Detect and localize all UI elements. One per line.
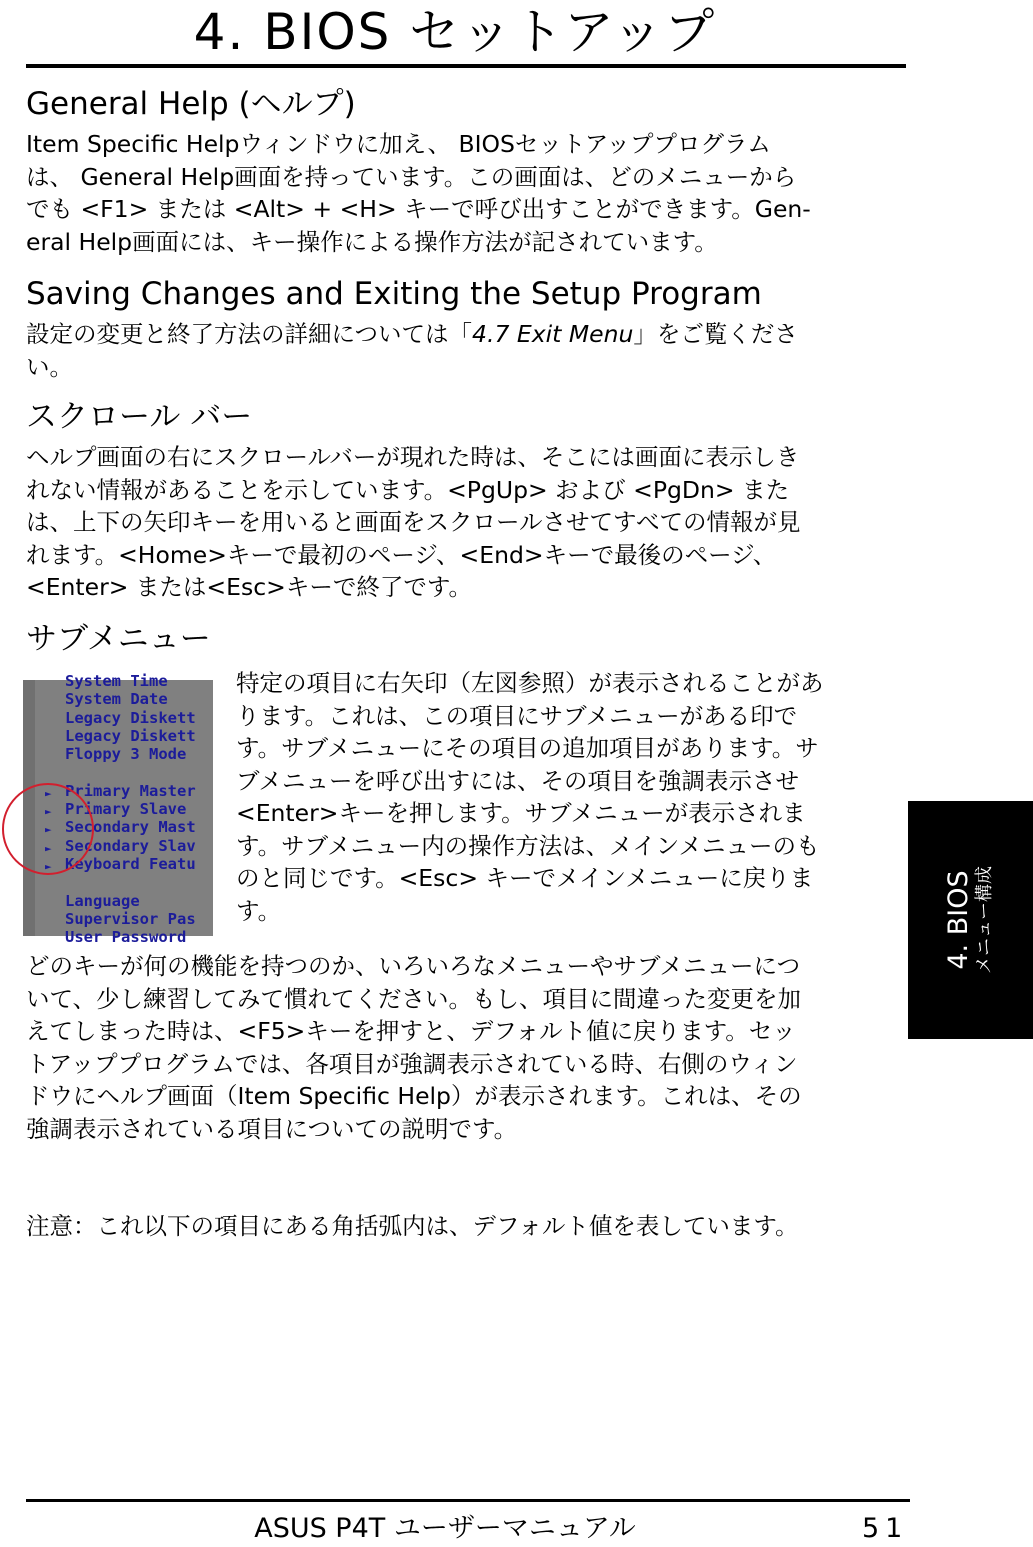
text-line: す。サブメニューにその項目の追加項目があります。サ — [236, 734, 819, 762]
bios-menu-item: Primary Slave — [65, 800, 187, 819]
text-line: のと同じです。<Esc> キーでメインメニューに戻りま — [236, 864, 814, 892]
side-tab-label — [944, 866, 996, 974]
text-line: いて、少し練習してみて慣れてください。もし、項目に間違った変更を加 — [26, 984, 802, 1013]
text-line: す。 — [236, 896, 282, 925]
text-line: eral Help画面には、キー操作による操作方法が記されています。 — [26, 227, 718, 256]
bios-menu-item: Secondary Mast — [65, 818, 196, 837]
text-fragment: 設定の変更と終了方法の詳細については「 — [26, 320, 473, 348]
text-line: い。 — [26, 352, 73, 381]
text-line: えてしまった時は、<F5>キーを押すと、デフォルト値に戻ります。セッ — [26, 1017, 796, 1045]
bios-menu-item: Legacy Diskett — [65, 708, 196, 727]
text-line: <Enter> または<Esc>キーで終了です。 — [26, 573, 472, 601]
footer-rule — [26, 1499, 910, 1502]
exit-menu-reference: 4.7 Exit Menu — [472, 320, 634, 348]
text-line: 特定の項目に右矢印（左図参照）が表示されることがあ — [236, 669, 824, 697]
text-line: れない情報があることを示しています。<PgUp> および <PgDn> また — [26, 475, 790, 504]
note-text: 注意：これ以下の項目にある角括弧内は、デフォルト値を表しています。 — [26, 1212, 799, 1240]
submenu-side-paragraph — [236, 667, 866, 927]
page-number: 51 — [862, 1513, 909, 1544]
submenu-arrow-icon: ► — [45, 805, 52, 819]
heading-general-help: General Help (ヘルプ) — [26, 86, 356, 122]
chapter-side-tab — [908, 801, 1033, 1039]
heading-saving-changes: Saving Changes and Exiting the Setup Program — [26, 276, 762, 312]
saving-paragraph — [26, 318, 862, 383]
bios-menu-item: Language — [65, 891, 140, 910]
text-line: でも <F1> または <Alt> + <H> キーで呼び出すことができます。Gen- — [26, 195, 811, 223]
bios-menu-item: Floppy 3 Mode — [65, 745, 187, 764]
heading-scroll-bar: スクロール バー — [26, 399, 253, 435]
text-line: は、 General Help画面を持っています。この画面は、どのメニューから — [26, 162, 797, 191]
text-line: <Enter>キーを押します。サブメニューが表示されま — [236, 799, 806, 827]
submenu-paragraph — [26, 950, 862, 1145]
bios-menu-item: System Time — [65, 672, 168, 690]
page-title: 4. BIOS セットアップ — [193, 3, 717, 61]
bios-menu-item: Secondary Slav — [65, 836, 196, 855]
side-tab-line2: メニュー構成 — [974, 866, 995, 974]
text-fragment: 」をご覧くださ — [633, 320, 798, 348]
bios-menu-item: Keyboard Featu — [65, 855, 196, 873]
bios-menu-item: User Password — [65, 928, 187, 947]
text-line: トアッププログラムでは、各項目が強調表示されている時、右側のウィン — [26, 1049, 798, 1078]
highlight-circle — [2, 783, 94, 875]
scroll-bar-paragraph — [26, 441, 862, 604]
submenu-arrow-icon: ► — [45, 823, 52, 837]
bios-menu-item: Legacy Diskett — [65, 726, 196, 745]
text-line — [26, 318, 862, 351]
bios-menu-item: Primary Master — [65, 781, 196, 800]
text-line: れます。<Home>キーで最初のページ、<End>キーで最後のページ、 — [26, 540, 777, 569]
submenu-arrow-icon: ► — [45, 841, 52, 855]
text-line: ります。これは、この項目にサブメニューがある印で — [236, 701, 798, 730]
text-line: どのキーが何の機能を持つのか、いろいろなメニューやサブメニューにつ — [26, 952, 801, 980]
text-line: す。サブメニュー内の操作方法は、メインメニューのも — [236, 831, 820, 860]
side-tab-line1: 4. BIOS — [943, 870, 974, 970]
text-line: ブメニューを呼び出すには、その項目を強調表示させ — [236, 766, 800, 795]
submenu-arrow-icon: ► — [45, 860, 52, 873]
heading-submenu: サブメニュー — [26, 621, 211, 657]
submenu-arrow-icon: ► — [45, 786, 52, 800]
text-line: ヘルプ画面の右にスクロールバーが現れた時は、そこには画面に表示しき — [26, 443, 800, 471]
text-line: 強調表示されている項目についての説明です。 — [26, 1114, 518, 1143]
title-rule — [26, 64, 906, 68]
footer-title: ASUS P4T ユーザーマニュアル — [254, 1513, 636, 1544]
general-help-paragraph — [26, 128, 862, 258]
bios-menu-item: Supervisor Pas — [65, 909, 196, 928]
text-line: ドウにヘルプ画面（Item Specific Help）が表示されます。これは、その — [26, 1082, 802, 1110]
text-line: は、上下の矢印キーを用いると画面をスクロールさせてすべての情報が見 — [26, 508, 801, 536]
text-line: Item Specific Helpウィンドウに加え、 BIOSセットアッププログラム — [26, 130, 771, 158]
bios-menu-item: System Date — [65, 690, 168, 709]
